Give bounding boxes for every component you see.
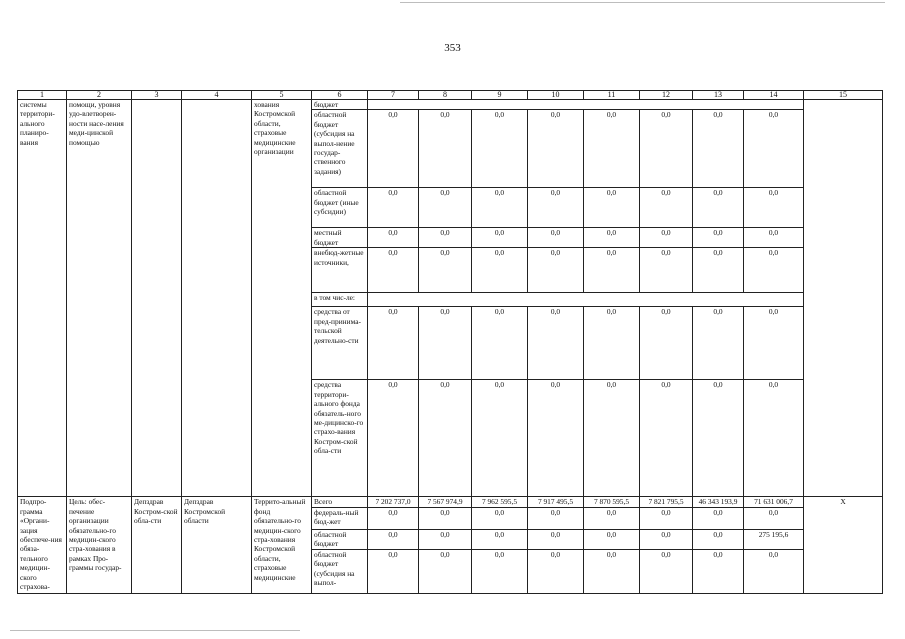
value-cell: 0,0 bbox=[584, 549, 640, 593]
value-cell: 0,0 bbox=[419, 228, 472, 248]
value-cell: 0,0 bbox=[368, 307, 419, 380]
cell-block2-c1: Подпро-грамма «Органи-зация обеспече-ния обяза-тельного медицин-ского страхова- bbox=[18, 497, 67, 593]
value-cell: 0,0 bbox=[368, 188, 419, 228]
source-label: бюджет bbox=[312, 100, 368, 110]
source-label: областной бюджет (иные субсидии) bbox=[312, 188, 368, 228]
value-cell: 0,0 bbox=[693, 110, 744, 188]
value-cell: 0,0 bbox=[419, 380, 472, 497]
value-cell: 0,0 bbox=[472, 529, 528, 549]
value-cell: 0,0 bbox=[640, 529, 693, 549]
column-header: 4 bbox=[182, 91, 252, 100]
value-cell: 0,0 bbox=[640, 188, 693, 228]
value-cell: 0,0 bbox=[472, 228, 528, 248]
value-cell: 0,0 bbox=[640, 380, 693, 497]
cell-block2-c15: Х bbox=[804, 497, 883, 593]
cell-block1-c2: помощи, уровня удо-влетворен-ности насе-ления меди-цинской помощью bbox=[67, 100, 132, 497]
scan-artifact-bottom bbox=[10, 630, 300, 631]
column-header: 14 bbox=[744, 91, 804, 100]
value-cell: 275 195,6 bbox=[744, 529, 804, 549]
value-cell: 0,0 bbox=[368, 380, 419, 497]
source-label: в том чис-ле: bbox=[312, 293, 368, 307]
empty-span-cell bbox=[368, 293, 804, 307]
column-header: 11 bbox=[584, 91, 640, 100]
cell-block1-c4 bbox=[182, 100, 252, 497]
financing-table bbox=[17, 90, 883, 594]
value-cell: 71 631 006,7 bbox=[744, 497, 804, 507]
source-label: средства от пред-принима-тельской деятельно-сти bbox=[312, 307, 368, 380]
column-header: 13 bbox=[693, 91, 744, 100]
value-cell: 0,0 bbox=[693, 228, 744, 248]
column-header: 7 bbox=[368, 91, 419, 100]
value-cell: 7 567 974,9 bbox=[419, 497, 472, 507]
column-header: 3 bbox=[132, 91, 182, 100]
source-label: областной бюджет (субсидия на выпол-нение государ-ственного задания) bbox=[312, 110, 368, 188]
column-header: 8 bbox=[419, 91, 472, 100]
table-body bbox=[18, 91, 883, 594]
value-cell: 0,0 bbox=[419, 188, 472, 228]
value-cell: 0,0 bbox=[368, 248, 419, 293]
cell-block1-c3 bbox=[132, 100, 182, 497]
cell-block1-c1: системы территори-ального планиро-вания bbox=[18, 100, 67, 497]
source-label: областной бюджет bbox=[312, 529, 368, 549]
value-cell: 0,0 bbox=[419, 110, 472, 188]
value-cell: 0,0 bbox=[693, 549, 744, 593]
value-cell: 0,0 bbox=[744, 549, 804, 593]
value-cell: 0,0 bbox=[472, 248, 528, 293]
cell-block2-c5: Террито-альный фонд обязательно-го медицин-ского стра-хования Костромской области, страховые медицинские bbox=[252, 497, 312, 593]
value-cell: 0,0 bbox=[640, 507, 693, 529]
value-cell: 0,0 bbox=[419, 549, 472, 593]
value-cell: 0,0 bbox=[528, 549, 584, 593]
value-cell: 0,0 bbox=[693, 307, 744, 380]
cell-block1-c15 bbox=[804, 100, 883, 497]
value-cell: 0,0 bbox=[693, 529, 744, 549]
value-cell: 0,0 bbox=[744, 307, 804, 380]
value-cell: 0,0 bbox=[744, 110, 804, 188]
column-header: 9 bbox=[472, 91, 528, 100]
value-cell: 0,0 bbox=[368, 228, 419, 248]
value-cell: 0,0 bbox=[693, 188, 744, 228]
header-row bbox=[18, 91, 883, 100]
source-label: местный бюджет bbox=[312, 228, 368, 248]
column-header: 15 bbox=[804, 91, 883, 100]
value-cell: 0,0 bbox=[640, 248, 693, 293]
cell-block2-c2: Цель: обес-печение организации обязательно-го медицин-ского стра-хования в рамках Про-граммы государ- bbox=[67, 497, 132, 593]
value-cell: 0,0 bbox=[472, 307, 528, 380]
value-cell: 0,0 bbox=[368, 549, 419, 593]
value-cell: 0,0 bbox=[528, 307, 584, 380]
table-row bbox=[18, 497, 883, 507]
value-cell: 0,0 bbox=[693, 248, 744, 293]
value-cell: 0,0 bbox=[419, 507, 472, 529]
column-header: 12 bbox=[640, 91, 693, 100]
value-cell: 0,0 bbox=[744, 228, 804, 248]
value-cell: 0,0 bbox=[528, 228, 584, 248]
value-cell: 0,0 bbox=[640, 110, 693, 188]
value-cell: 0,0 bbox=[584, 507, 640, 529]
value-cell: 0,0 bbox=[472, 507, 528, 529]
source-label: средства территори-ального фонда обязатель-ного ме-дицинско-го страхо-вания Костром-ской обла-сти bbox=[312, 380, 368, 497]
source-label: областной бюджет (субсидия на выпол- bbox=[312, 549, 368, 593]
empty-span-cell bbox=[368, 100, 804, 110]
value-cell: 0,0 bbox=[584, 228, 640, 248]
value-cell: 0,0 bbox=[584, 248, 640, 293]
value-cell: 0,0 bbox=[419, 248, 472, 293]
value-cell: 46 343 193,9 bbox=[693, 497, 744, 507]
scan-artifact-top bbox=[400, 2, 885, 3]
value-cell: 0,0 bbox=[528, 380, 584, 497]
value-cell: 7 917 495,5 bbox=[528, 497, 584, 507]
value-cell: 0,0 bbox=[528, 188, 584, 228]
value-cell: 0,0 bbox=[472, 110, 528, 188]
value-cell: 0,0 bbox=[693, 380, 744, 497]
value-cell: 0,0 bbox=[472, 188, 528, 228]
value-cell: 7 870 595,5 bbox=[584, 497, 640, 507]
value-cell: 0,0 bbox=[528, 529, 584, 549]
source-label: федераль-ный бюд-жет bbox=[312, 507, 368, 529]
value-cell: 0,0 bbox=[419, 529, 472, 549]
value-cell: 0,0 bbox=[744, 188, 804, 228]
page-number: 353 bbox=[444, 42, 461, 54]
value-cell: 0,0 bbox=[528, 248, 584, 293]
value-cell: 0,0 bbox=[368, 110, 419, 188]
value-cell: 0,0 bbox=[472, 549, 528, 593]
column-header: 10 bbox=[528, 91, 584, 100]
value-cell: 7 821 795,5 bbox=[640, 497, 693, 507]
value-cell: 0,0 bbox=[528, 507, 584, 529]
cell-block1-c5: хования Костромской области, страховые медицинские организации bbox=[252, 100, 312, 497]
value-cell: 7 962 595,5 bbox=[472, 497, 528, 507]
value-cell: 0,0 bbox=[584, 188, 640, 228]
value-cell: 0,0 bbox=[419, 307, 472, 380]
value-cell: 0,0 bbox=[640, 549, 693, 593]
value-cell: 0,0 bbox=[584, 307, 640, 380]
value-cell: 7 202 737,0 bbox=[368, 497, 419, 507]
value-cell: 0,0 bbox=[584, 529, 640, 549]
column-header: 2 bbox=[67, 91, 132, 100]
column-header: 1 bbox=[18, 91, 67, 100]
value-cell: 0,0 bbox=[528, 110, 584, 188]
value-cell: 0,0 bbox=[472, 380, 528, 497]
value-cell: 0,0 bbox=[368, 529, 419, 549]
source-label: Всего bbox=[312, 497, 368, 507]
value-cell: 0,0 bbox=[744, 380, 804, 497]
value-cell: 0,0 bbox=[744, 248, 804, 293]
value-cell: 0,0 bbox=[744, 507, 804, 529]
value-cell: 0,0 bbox=[584, 110, 640, 188]
cell-block2-c3: Депздрав Костром-ской обла-сти bbox=[132, 497, 182, 593]
value-cell: 0,0 bbox=[640, 228, 693, 248]
column-header: 6 bbox=[312, 91, 368, 100]
cell-block2-c4: Депздрав Костромской области bbox=[182, 497, 252, 593]
value-cell: 0,0 bbox=[693, 507, 744, 529]
column-header: 5 bbox=[252, 91, 312, 100]
value-cell: 0,0 bbox=[640, 307, 693, 380]
value-cell: 0,0 bbox=[584, 380, 640, 497]
table-row bbox=[18, 100, 883, 110]
source-label: внебюд-жетные источники, bbox=[312, 248, 368, 293]
value-cell: 0,0 bbox=[368, 507, 419, 529]
